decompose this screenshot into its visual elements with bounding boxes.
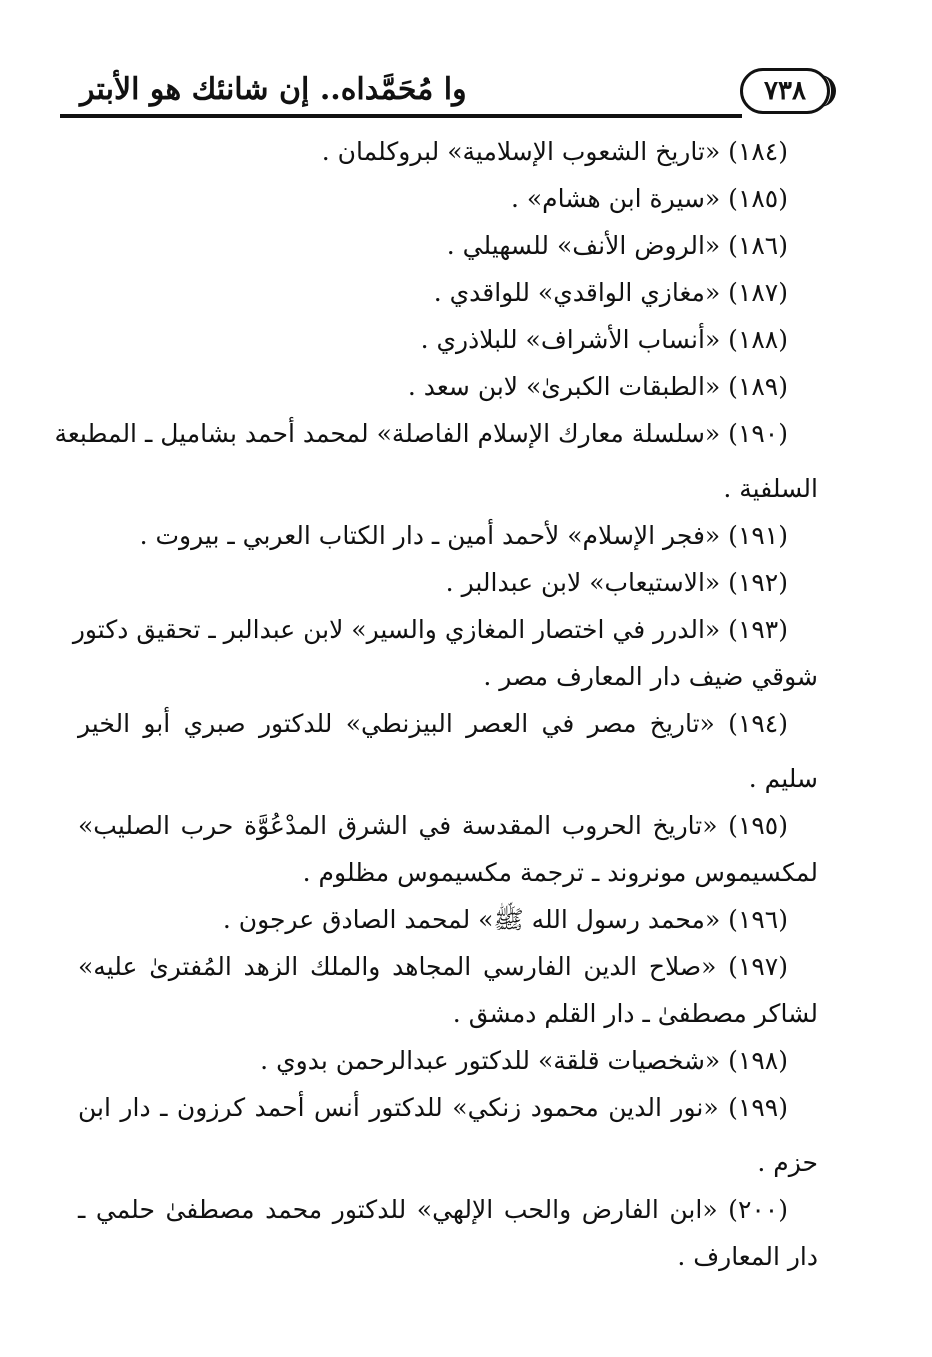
bibliography-entry-200 [78,1186,818,1280]
entry-continuation: سليم . [748,764,818,793]
bibliography-entry-195 [78,802,818,896]
entry-continuation: حزم . [757,1148,818,1177]
bibliography-entry-194 [78,700,818,802]
entry-continuation: لشاكر مصطفىٰ ـ دار القلم دمشق . [452,999,818,1028]
bibliography-entry-188 [78,316,818,363]
entry-text: (١٨٧) «مغازي الواقدي» للواقدي . [433,278,788,307]
entry-text: (٢٠٠) «ابن الفارض والحب الإلهي» للدكتور محمد مصطفىٰ حلمي ـ [78,1195,788,1224]
entry-text: (١٩١) «فجر الإسلام» لأحمد أمين ـ دار الكتاب العربي ـ بيروت . [139,521,788,550]
entry-text: (١٨٥) «سيرة ابن هشام» . [510,184,788,213]
entry-text: (١٩٨) «شخصيات قلقة» للدكتور عبدالرحمن بدوي . [260,1046,788,1075]
entry-text: (١٨٩) «الطبقات الكبرىٰ» لابن سعد . [407,372,788,401]
bibliography-entry-187 [78,269,818,316]
bibliography-entry-198 [78,1037,818,1084]
entry-text: (١٩٦) «محمد رسول الله ﷺ» لمحمد الصادق عرجون . [222,905,788,934]
entry-text: (١٩٣) «الدرر في اختصار المغازي والسير» لابن عبدالبر ـ تحقيق دكتور [72,615,788,644]
entry-text: (١٩٤) «تاريخ مصر في العصر البيزنطي» للدكتور صبري أبو الخير [78,709,788,738]
bibliography-entry-193 [72,606,818,700]
bibliography-entry-185 [78,175,818,222]
bibliography-entry-192 [78,559,818,606]
bibliography-entry-189 [78,363,818,410]
bibliography-entry-191 [78,512,818,559]
entry-text: (١٩٢) «الاستيعاب» لابن عبدالبر . [445,568,788,597]
entry-continuation: دار المعارف . [677,1242,818,1271]
entry-continuation: شوقي ضيف دار المعارف مصر . [483,662,818,691]
entry-text: (١٩٥) «تاريخ الحروب المقدسة في الشرق المدْعُوَّة حرب الصليب» [78,811,788,840]
running-title: وا مُحَمَّداه.. إن شانئك هو الأبتر [80,72,467,107]
entry-text: (١٨٤) «تاريخ الشعوب الإسلامية» لبروكلمان . [321,137,788,166]
header-rule [60,114,742,118]
entry-continuation: السلفية . [723,474,818,503]
entry-text: (١٨٦) «الروض الأنف» للسهيلي . [446,231,788,260]
bibliography-entry-186 [78,222,818,269]
bibliography-entry-196 [78,896,818,943]
entry-text: (١٨٨) «أنساب الأشراف» للبلاذري . [420,325,788,354]
bibliography-entry-197 [78,943,818,1037]
bibliography-entry-184 [78,128,818,175]
entry-text: (١٩٧) «صلاح الدين الفارسي المجاهد والملك الزهد المُفترىٰ عليه» [78,952,788,981]
bibliography-entry-190 [54,410,818,512]
page-number-badge [740,68,830,114]
entry-text: (١٩٩) «نور الدين محمود زنكي» للدكتور أنس أحمد كرزون ـ دار ابن [78,1093,788,1122]
bibliography-entry-199 [78,1084,818,1186]
entry-text: (١٩٠) «سلسلة معارك الإسلام الفاصلة» لمحمد أحمد بشاميل ـ المطبعة [54,419,788,448]
bibliography-list [54,128,818,1280]
page-number: ٧٣٨ [764,76,806,106]
page-header [60,58,830,124]
entry-continuation: لمكسيموس مونروند ـ ترجمة مكسيموس مظلوم . [302,858,818,887]
